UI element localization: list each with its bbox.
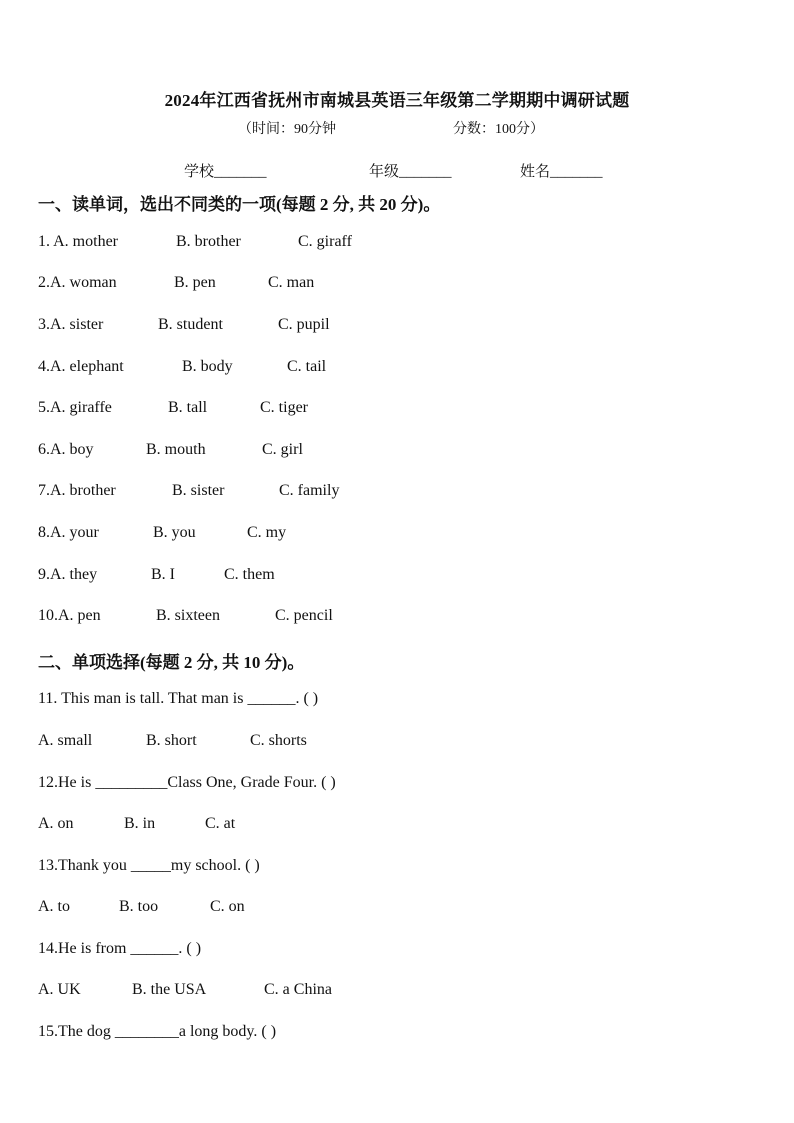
question-8: 8.A. your: [38, 524, 99, 541]
question-5: 5.A. giraffe: [38, 399, 112, 416]
option-c: C. giraff: [298, 233, 352, 250]
option-b: B. body: [182, 358, 233, 375]
option-b: B. pen: [174, 274, 216, 291]
option-b: B. in: [124, 815, 156, 832]
name-field: 姓名_______: [520, 164, 603, 180]
question-1: [38, 233, 118, 251]
question-9: 9.A. they: [38, 566, 98, 583]
question-4: 4.A. elephant: [38, 358, 124, 375]
option-c: C. shorts: [250, 732, 307, 749]
grade-field: 年级_______: [369, 164, 452, 180]
option-c: C. tail: [287, 358, 327, 375]
question-2: 2.A. woman: [38, 274, 117, 291]
question-13-stem: 13.Thank you _____my school. ( ): [38, 857, 260, 874]
exam-score: 分数：100分）: [453, 122, 544, 137]
option-b: B. student: [158, 316, 223, 333]
option-b: B. the USA: [132, 981, 207, 998]
option-a: A. to: [38, 898, 70, 915]
question-14-stem: 14.He is from ______. ( ): [38, 940, 202, 957]
option-b: B. too: [119, 898, 159, 915]
option-c: C. at: [205, 815, 236, 832]
option-b: B. short: [146, 732, 197, 749]
question-12-stem: 12.He is _________Class One, Grade Four. ( ): [38, 774, 336, 791]
option-b: B. tall: [168, 399, 208, 416]
option-c: C. man: [268, 274, 315, 291]
option-b: B. mouth: [146, 441, 206, 458]
section-2-heading: 二、单项选择(每题 2 分, 共 10 分)。: [38, 653, 305, 672]
option-c: C. pupil: [278, 316, 330, 333]
option-c: C. family: [279, 482, 340, 499]
school-field: 学校_______: [184, 164, 267, 180]
option-b: B. you: [153, 524, 196, 541]
option-b: B. sixteen: [156, 607, 220, 624]
option-c: C. tiger: [260, 399, 308, 416]
exam-meta: [238, 118, 544, 138]
option-a: A. small: [38, 732, 93, 749]
question-7: 7.A. brother: [38, 482, 116, 499]
option-b: B. sister: [172, 482, 225, 499]
exam-time: （时间：90分钟: [238, 122, 336, 137]
question-11-stem: 11. This man is tall. That man is ______. ( ): [38, 690, 319, 707]
option-c: C. pencil: [275, 607, 333, 624]
option-c: C. on: [210, 898, 245, 915]
option-b: B. I: [151, 566, 175, 583]
option-b: B. brother: [176, 233, 241, 250]
page-title: 2024年江西省抚州市南城县英语三年级第二学期期中调研试题: [164, 91, 630, 110]
option-c: C. them: [224, 566, 275, 583]
question-3: 3.A. sister: [38, 316, 104, 333]
option-a: A. on: [38, 815, 74, 832]
option-c: C. girl: [262, 441, 303, 458]
option-a: A. UK: [38, 981, 81, 998]
question-15-stem: 15.The dog ________a long body. ( ): [38, 1023, 277, 1040]
section-1-heading: 一、读单词，选出不同类的一项(每题 2 分, 共 20 分)。: [38, 195, 441, 214]
question-6: 6.A. boy: [38, 441, 94, 458]
option-c: C. a China: [264, 981, 332, 998]
option-c: C. my: [247, 524, 287, 541]
option-a: 1. A. mother: [38, 233, 118, 250]
question-10: 10.A. pen: [38, 607, 101, 624]
